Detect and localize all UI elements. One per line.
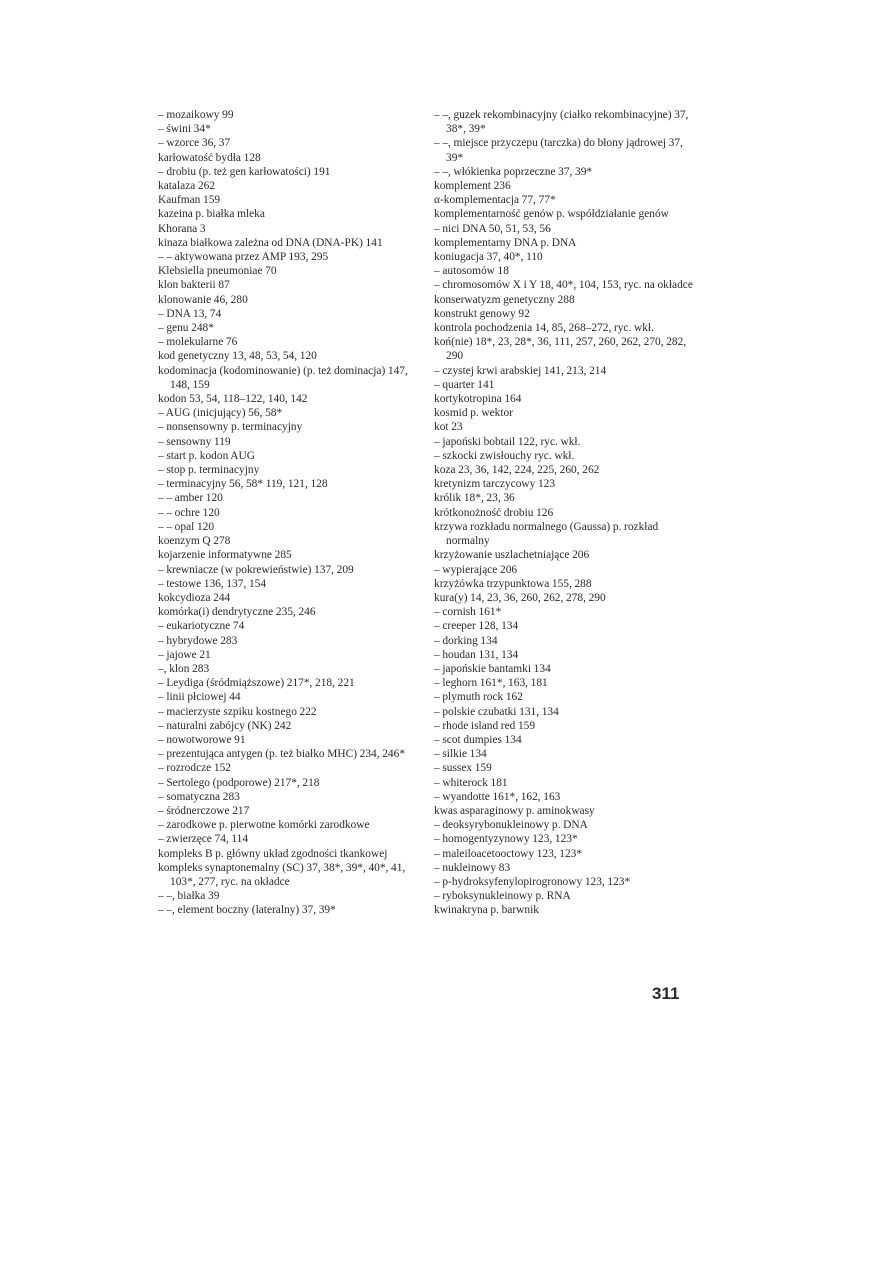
index-entry: – krewniacze (w pokrewieństwie) 137, 209 bbox=[158, 563, 354, 576]
index-entry: – zarodkowe p. pierwotne komórki zarodkowe bbox=[158, 819, 370, 832]
index-entry: – cornish 161* bbox=[434, 606, 502, 619]
index-entry: – wypierające 206 bbox=[434, 563, 518, 576]
index-entry: komplementarny DNA p. DNA bbox=[434, 236, 577, 249]
index-entry: – nowotworowe 91 bbox=[158, 733, 246, 746]
index-entry: kojarzenie informatywne 285 bbox=[158, 549, 292, 562]
index-column-right bbox=[434, 108, 698, 918]
index-entry: krzyżowanie uszlachetniające 206 bbox=[434, 549, 590, 562]
index-entry: kot 23 bbox=[434, 421, 463, 434]
index-entry: – –, guzek rekombinacyjny (ciałko rekombinacyjne) 37, 38*, 39* bbox=[434, 109, 689, 136]
index-entry: – śródnerczowe 217 bbox=[158, 804, 250, 817]
index-entry: – –, włókienka poprzeczne 37, 39* bbox=[434, 165, 593, 178]
index-entry: – Sertolego (podporowe) 217*, 218 bbox=[158, 776, 320, 789]
index-entry: kura(y) 14, 23, 36, 260, 262, 278, 290 bbox=[434, 591, 606, 604]
index-entry: – nonsensowny p. terminacyjny bbox=[158, 421, 303, 434]
index-entry: – homogentyzynowy 123, 123* bbox=[434, 833, 578, 846]
index-entry: – hybrydowe 283 bbox=[158, 634, 238, 647]
index-entry: kosmid p. wektor bbox=[434, 407, 514, 420]
index-entry: kwinakryna p. barwnik bbox=[434, 904, 539, 917]
index-entry: klonowanie 46, 280 bbox=[158, 293, 248, 306]
index-entry: – sensowny 119 bbox=[158, 435, 231, 448]
index-entry: – prezentująca antygen (p. też białko MHC) 234, 246* bbox=[158, 748, 406, 761]
index-entry: kortykotropina 164 bbox=[434, 393, 522, 406]
index-entry: – japońskie bantamki 134 bbox=[434, 662, 551, 675]
index-entry: – – opal 120 bbox=[158, 520, 215, 533]
index-entry: – quarter 141 bbox=[434, 378, 495, 391]
index-entry: – somatyczna 283 bbox=[158, 790, 240, 803]
index-entry: – drobiu (p. też gen karłowatości) 191 bbox=[158, 165, 331, 178]
index-entry: – Leydiga (śródmiąższowe) 217*, 218, 221 bbox=[158, 677, 355, 690]
index-entry: – macierzyste szpiku kostnego 222 bbox=[158, 705, 317, 718]
index-entry: – start p. kodon AUG bbox=[158, 449, 255, 462]
index-entry: koń(nie) 18*, 23, 28*, 36, 111, 257, 260, 262, 270, 282, 290 bbox=[434, 336, 687, 363]
index-entry: – jajowe 21 bbox=[158, 648, 211, 661]
index-entry: kompleks synaptonemalny (SC) 37, 38*, 39*, 40*, 41, 103*, 277, ryc. na okładce bbox=[158, 861, 406, 888]
index-entry: krzyżówka trzypunktowa 155, 288 bbox=[434, 577, 592, 590]
index-entry: komórka(i) dendrytyczne 235, 246 bbox=[158, 606, 316, 619]
index-entry: – –, białka 39 bbox=[158, 890, 220, 903]
index-entry: krzywa rozkładu normalnego (Gaussa) p. rozkład normalny bbox=[434, 520, 659, 548]
index-entry: – stop p. terminacyjny bbox=[158, 464, 260, 477]
index-entry: – – ochre 120 bbox=[158, 506, 220, 519]
index-entry: komplementarność genów p. współdziałanie genów bbox=[434, 208, 669, 221]
index-entry: krótkonożność drobiu 126 bbox=[434, 506, 554, 519]
index-entry: konstrukt genowy 92 bbox=[434, 307, 530, 320]
index-entry: – AUG (inicjujący) 56, 58* bbox=[158, 407, 283, 420]
index-entry: – –, element boczny (lateralny) 37, 39* bbox=[158, 904, 336, 917]
index-entry: katalaza 262 bbox=[158, 180, 216, 193]
index-entry: – DNA 13, 74 bbox=[158, 307, 222, 320]
index-entry: – autosomów 18 bbox=[434, 265, 509, 278]
index-entry: –, klon 283 bbox=[158, 662, 210, 675]
index-entry: kokcydioza 244 bbox=[158, 591, 231, 604]
index-entry: kazeina p. białka mleka bbox=[158, 208, 265, 221]
index-entry: – linii płciowej 44 bbox=[158, 691, 241, 704]
index-entry: – – aktywowana przez AMP 193, 295 bbox=[158, 251, 329, 264]
index-entry: – molekularne 76 bbox=[158, 336, 238, 349]
index-entry: kretynizm tarczycowy 123 bbox=[434, 478, 556, 491]
index-entry: α-komplementacja 77, 77* bbox=[434, 194, 556, 207]
index-entry: Klebsiella pneumoniae 70 bbox=[158, 265, 277, 278]
index-entry: – wyandotte 161*, 162, 163 bbox=[434, 790, 561, 803]
index-entry: koenzym Q 278 bbox=[158, 535, 231, 548]
index-entry: kontrola pochodzenia 14, 85, 268–272, ryc. wkł. bbox=[434, 322, 654, 335]
index-entry: – nukleinowy 83 bbox=[434, 861, 511, 874]
index-entry: – świni 34* bbox=[158, 123, 211, 136]
index-entry: – mozaikowy 99 bbox=[158, 109, 234, 121]
index-entry: – plymuth rock 162 bbox=[434, 691, 523, 704]
index-entry: – eukariotyczne 74 bbox=[158, 620, 245, 633]
index-entry: – rozrodcze 152 bbox=[158, 762, 231, 775]
index-entry: – naturalni zabójcy (NK) 242 bbox=[158, 719, 292, 732]
index-entry: kinaza białkowa zależna od DNA (DNA-PK) 141 bbox=[158, 236, 383, 249]
index-entry: – ryboksynukleinowy p. RNA bbox=[434, 890, 571, 903]
page-number: 311 bbox=[652, 984, 680, 1003]
index-entry: kodominacja (kodominowanie) (p. też dominacja) 147, 148, 159 bbox=[158, 364, 408, 391]
index-entry: – zwierzęce 74, 114 bbox=[158, 833, 249, 846]
index-entry: – deoksyrybonukleinowy p. DNA bbox=[434, 819, 588, 832]
index-entry: klon bakterii 87 bbox=[158, 279, 230, 292]
index-entry: – polskie czubatki 131, 134 bbox=[434, 705, 559, 718]
index-entry: – genu 248* bbox=[158, 322, 214, 335]
index-entry: koza 23, 36, 142, 224, 225, 260, 262 bbox=[434, 464, 600, 477]
index-entry: – chromosomów X i Y 18, 40*, 104, 153, ryc. na okładce bbox=[434, 279, 693, 292]
index-entry: kod genetyczny 13, 48, 53, 54, 120 bbox=[158, 350, 317, 363]
index-entry: – p-hydroksyfenylopirogronowy 123, 123* bbox=[434, 875, 631, 888]
index-entry: karłowatość bydła 128 bbox=[158, 151, 261, 164]
index-entry: – silkie 134 bbox=[434, 748, 487, 761]
index-entry: – –, miejsce przyczepu (tarczka) do błony jądrowej 37, 39* bbox=[434, 137, 683, 164]
index-entry: – houdan 131, 134 bbox=[434, 648, 519, 661]
index-entry: komplement 236 bbox=[434, 180, 511, 193]
index-entry: – japoński bobtail 122, ryc. wkł. bbox=[434, 435, 581, 448]
index-entry: – scot dumpies 134 bbox=[434, 733, 522, 746]
index-entry: koniugacja 37, 40*, 110 bbox=[434, 251, 543, 264]
index-entry: królik 18*, 23, 36 bbox=[434, 492, 515, 505]
index-entry: – – amber 120 bbox=[158, 492, 223, 505]
index-entry: – maleiloacetooctowy 123, 123* bbox=[434, 847, 583, 860]
index-entry: kompleks B p. główny układ zgodności tkankowej bbox=[158, 847, 388, 860]
index-entry: – sussex 159 bbox=[434, 762, 492, 775]
index-entry: – rhode island red 159 bbox=[434, 719, 536, 732]
index-entry: Kaufman 159 bbox=[158, 194, 221, 207]
index-entry: – nici DNA 50, 51, 53, 56 bbox=[434, 222, 551, 235]
index-entry: – terminacyjny 56, 58* 119, 121, 128 bbox=[158, 478, 328, 491]
index-column-left bbox=[158, 108, 422, 918]
index-entry: – wzorce 36, 37 bbox=[158, 137, 231, 150]
index-entry: – creeper 128, 134 bbox=[434, 620, 519, 633]
index-entry: konserwatyzm genetyczny 288 bbox=[434, 293, 575, 306]
index-entry: – szkocki zwisłouchy ryc. wkł. bbox=[434, 449, 575, 462]
index-entry: – dorking 134 bbox=[434, 634, 498, 647]
index-entry: – testowe 136, 137, 154 bbox=[158, 577, 267, 590]
index-entry: – whiterock 181 bbox=[434, 776, 508, 789]
index-entry: – czystej krwi arabskiej 141, 213, 214 bbox=[434, 364, 607, 377]
index-entry: kwas asparaginowy p. aminokwasy bbox=[434, 804, 595, 817]
index-entry: kodon 53, 54, 118–122, 140, 142 bbox=[158, 393, 308, 406]
index-entry: – leghorn 161*, 163, 181 bbox=[434, 677, 548, 690]
index-entry: Khorana 3 bbox=[158, 222, 206, 235]
